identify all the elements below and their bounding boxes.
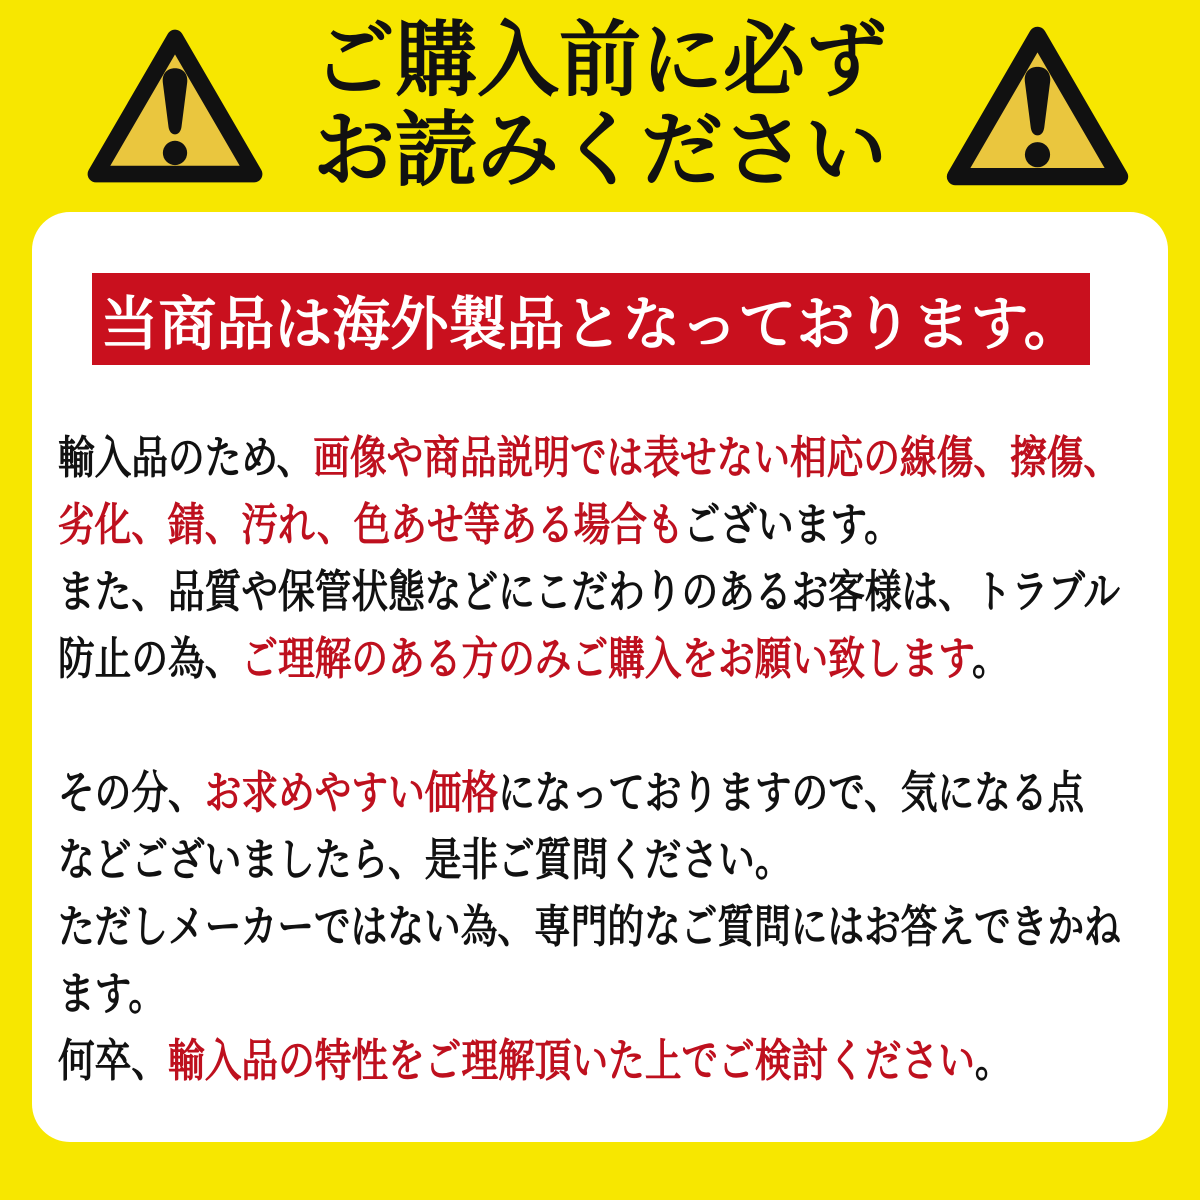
banner-text: 当商品は海外製品となっております。 (100, 292, 1082, 357)
body-text-segment: などございましたら、是非ご質問ください。 (58, 834, 792, 885)
body-text-segment: になっておりますので、気になる点 (498, 767, 1085, 818)
body-text-segment: 輸入品の特性をご理解頂いた上でご検討ください (168, 1035, 975, 1086)
title-line-1: ご購入前に必ず (312, 15, 887, 106)
body-text-segment: 輸入品のため、 (58, 432, 314, 483)
body-line (58, 491, 1118, 558)
body-text-segment: ご理解のある方のみご購入をお願い致します (241, 633, 972, 684)
body-line (58, 960, 1118, 1027)
body-text-segment: お求めやすい価格 (204, 767, 499, 818)
overseas-product-banner (92, 273, 1090, 365)
body-text-segment: 画像や商品説明では表せない相応の線傷、擦傷、 (313, 432, 1121, 483)
body-text-segment: ございます。 (683, 499, 901, 550)
title-line-2: お読みください (312, 105, 887, 196)
warning-triangle-icon (942, 22, 1133, 190)
body-text-segment: 何卒、 (58, 1035, 169, 1086)
body-line (58, 424, 1121, 491)
body-line (58, 893, 1121, 960)
body-text-segment: また、品質や保管状態などにこだわりのあるお客様は、トラブル (58, 566, 1121, 617)
body-line (58, 625, 1118, 692)
body-text-segment: 。 (971, 633, 1009, 684)
body-text-segment: ます。 (58, 968, 166, 1019)
header (0, 0, 1200, 212)
body-text-segment: 劣化、錆、汚れ、色あせ等ある場合も (58, 499, 684, 550)
body-line-spacer (58, 692, 1118, 759)
body-line (58, 759, 1118, 826)
body-text-segment: ただしメーカーではない為、専門的なご質問にはお答えできかね (58, 901, 1121, 952)
content-panel (32, 212, 1168, 1142)
body-line (58, 826, 1118, 893)
body-line (58, 1027, 1118, 1094)
body-text-segment: 。 (974, 1035, 1012, 1086)
body-text-segment: 防止の為、 (58, 633, 242, 684)
body-text (58, 424, 1121, 1094)
body-text-segment: その分、 (58, 767, 205, 818)
body-line (58, 558, 1121, 625)
